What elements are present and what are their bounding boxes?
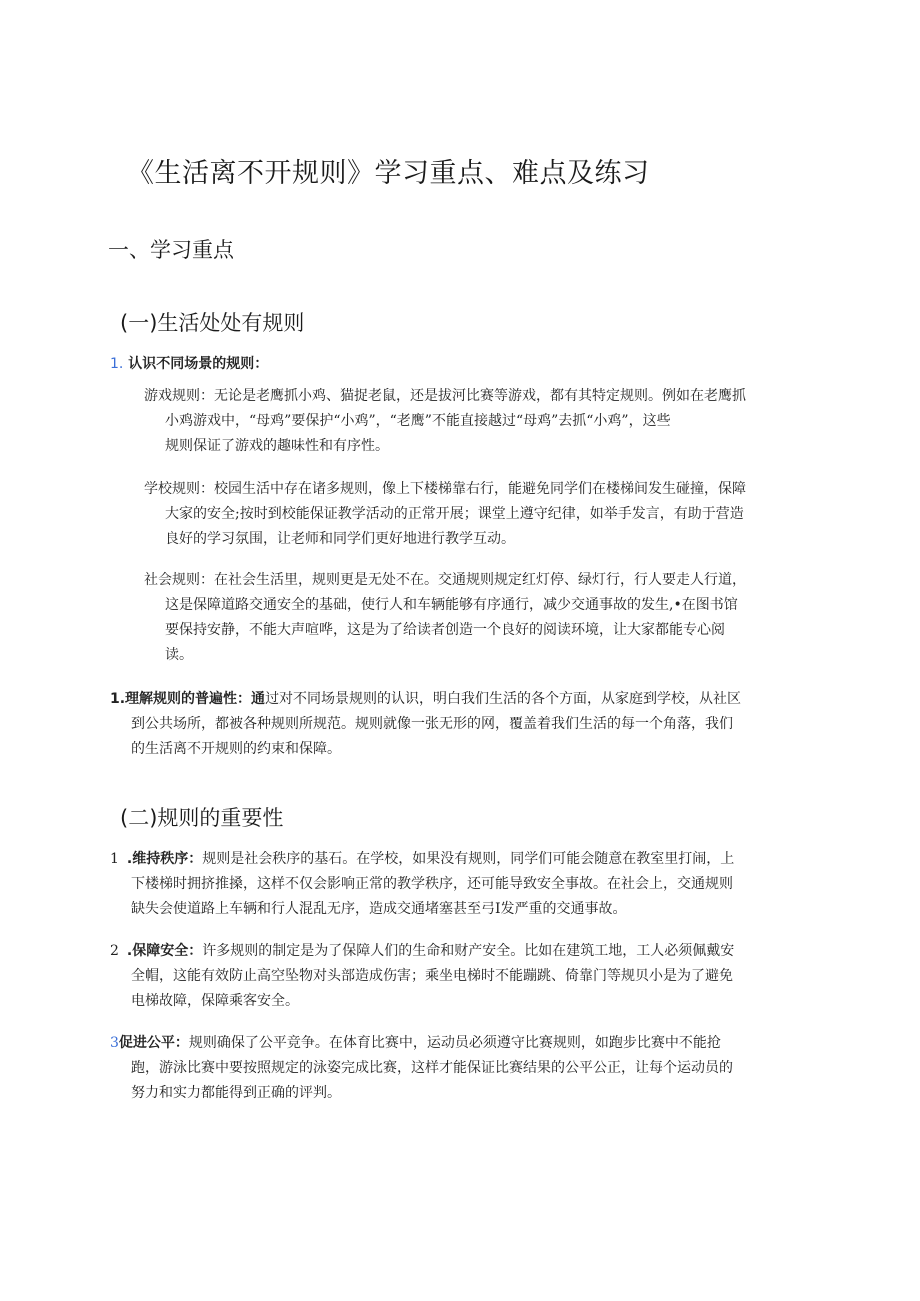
text-line: 的生活离不开规则的约束和保障。	[131, 741, 341, 757]
text-line: 学校规则：校园生活中存在诸多规则，像上下楼梯靠右行，能避免同学们在楼梯间发生碰撞，保障	[144, 481, 746, 497]
text-line: 许多规则的制定是为了保障人们的生命和财产安全。比如在建筑工地，工人必须佩戴安	[202, 943, 735, 959]
text-line: 社会规则：在社会生活里，规则更是无处不在。交通规则规定红灯停、绿灯行，行人要走人行道，	[144, 572, 746, 588]
text-line: 读。	[165, 647, 193, 663]
text-line: 全帽，这能有效防止高空坠物对头部造成伤害；乘坐电梯时不能蹦跳、倚靠门等规贝小是为了避免	[131, 968, 733, 984]
text-line: 过对不同场景规则的认识，明白我们生活的各个方面，从家庭到学校，从社区	[265, 691, 742, 707]
item-number: 1.	[110, 356, 124, 372]
paragraph-ensure-safety	[110, 939, 734, 1014]
text-line: 电梯故障，保障乘客安全。	[131, 993, 299, 1009]
text-line: 小鸡游戏中，“母鸡”要保护“小鸡”，“老鹰”不能直接越过“母鸡”去抓“小鸡”，这些	[165, 413, 671, 429]
item-number: 1	[110, 851, 119, 867]
text-line: 规则确保了公平竞争。在体育比赛中，运动员必须遵守比赛规则，如跑步比赛中不能抢	[188, 1035, 721, 1051]
text-line: 跑，游泳比赛中要按照规定的泳姿完成比赛，这样才能保证比赛结果的公平公正，让每个运动员的	[131, 1060, 733, 1076]
text-line: 这是保障道路交通安全的基础，使行人和车辆能够有序通行，减少交通事故的发生,•在图书馆	[165, 597, 738, 613]
text-line: 缺失会使道路上车辆和行人混乱无序，造成交通堵塞甚至弓I发严重的交通事故。	[131, 901, 627, 917]
text-line: 下楼梯时拥挤推搡，这样不仅会影响正常的教学秩序，还可能导致安全事故。在社会上，交通规则	[131, 876, 733, 892]
paragraph-society-rules	[144, 568, 746, 668]
text-line: 努力和实力都能得到正确的评判。	[131, 1085, 341, 1101]
subsection-heading-rules-everywhere: (一)生活处处有规则	[120, 311, 305, 335]
text-line: 要保持安静，不能大声喧哗，这是为了给读者创造一个良好的阅读环境，让大家都能专心阅	[165, 622, 725, 638]
document-title: 《生活离不开规则》学习重点、难点及练习	[127, 158, 650, 189]
text-line: 到公共场所，都被各种规则所规范。规则就像一张无形的网，覆盖着我们生活的每一个角落，我们	[131, 716, 733, 732]
item-label: 1.理解规则的普遍性：通	[110, 691, 266, 707]
text-line: 规则保证了游戏的趣味性和有序性。	[165, 438, 389, 454]
paragraph-universality	[110, 687, 741, 762]
item-label: 认识不同场景的规则：	[128, 356, 269, 372]
paragraph-school-rules	[144, 477, 746, 552]
text-line: 良好的学习氛围，让老师和同学们更好地进行教学互动。	[165, 531, 515, 547]
section-heading-learning-focus: 一、学习重点	[108, 238, 234, 262]
item-number: 2	[110, 943, 119, 959]
paragraph-maintain-order	[110, 847, 734, 922]
subsection-heading-importance: (二)规则的重要性	[120, 806, 284, 830]
paragraph-promote-fairness	[110, 1031, 733, 1106]
item-label: .维持秩序：	[126, 851, 203, 867]
item-label: .保障安全：	[126, 943, 203, 959]
text-line: 大家的安全;按时到校能保证教学活动的正常开展；课堂上遵守纪律，如举手发言，有助于营造	[165, 506, 744, 522]
item-number: 3	[110, 1035, 119, 1051]
item-label: 促进公平：	[118, 1035, 189, 1051]
item-heading-different-scenes	[110, 353, 268, 373]
paragraph-game-rules	[144, 384, 746, 459]
text-line: 规则是社会秩序的基石。在学校，如果没有规则，同学们可能会随意在教室里打闹，上	[202, 851, 735, 867]
text-line: 游戏规则：无论是老鹰抓小鸡、猫捉老鼠，还是拔河比赛等游戏，都有其特定规则。例如在老鹰抓	[144, 388, 746, 404]
